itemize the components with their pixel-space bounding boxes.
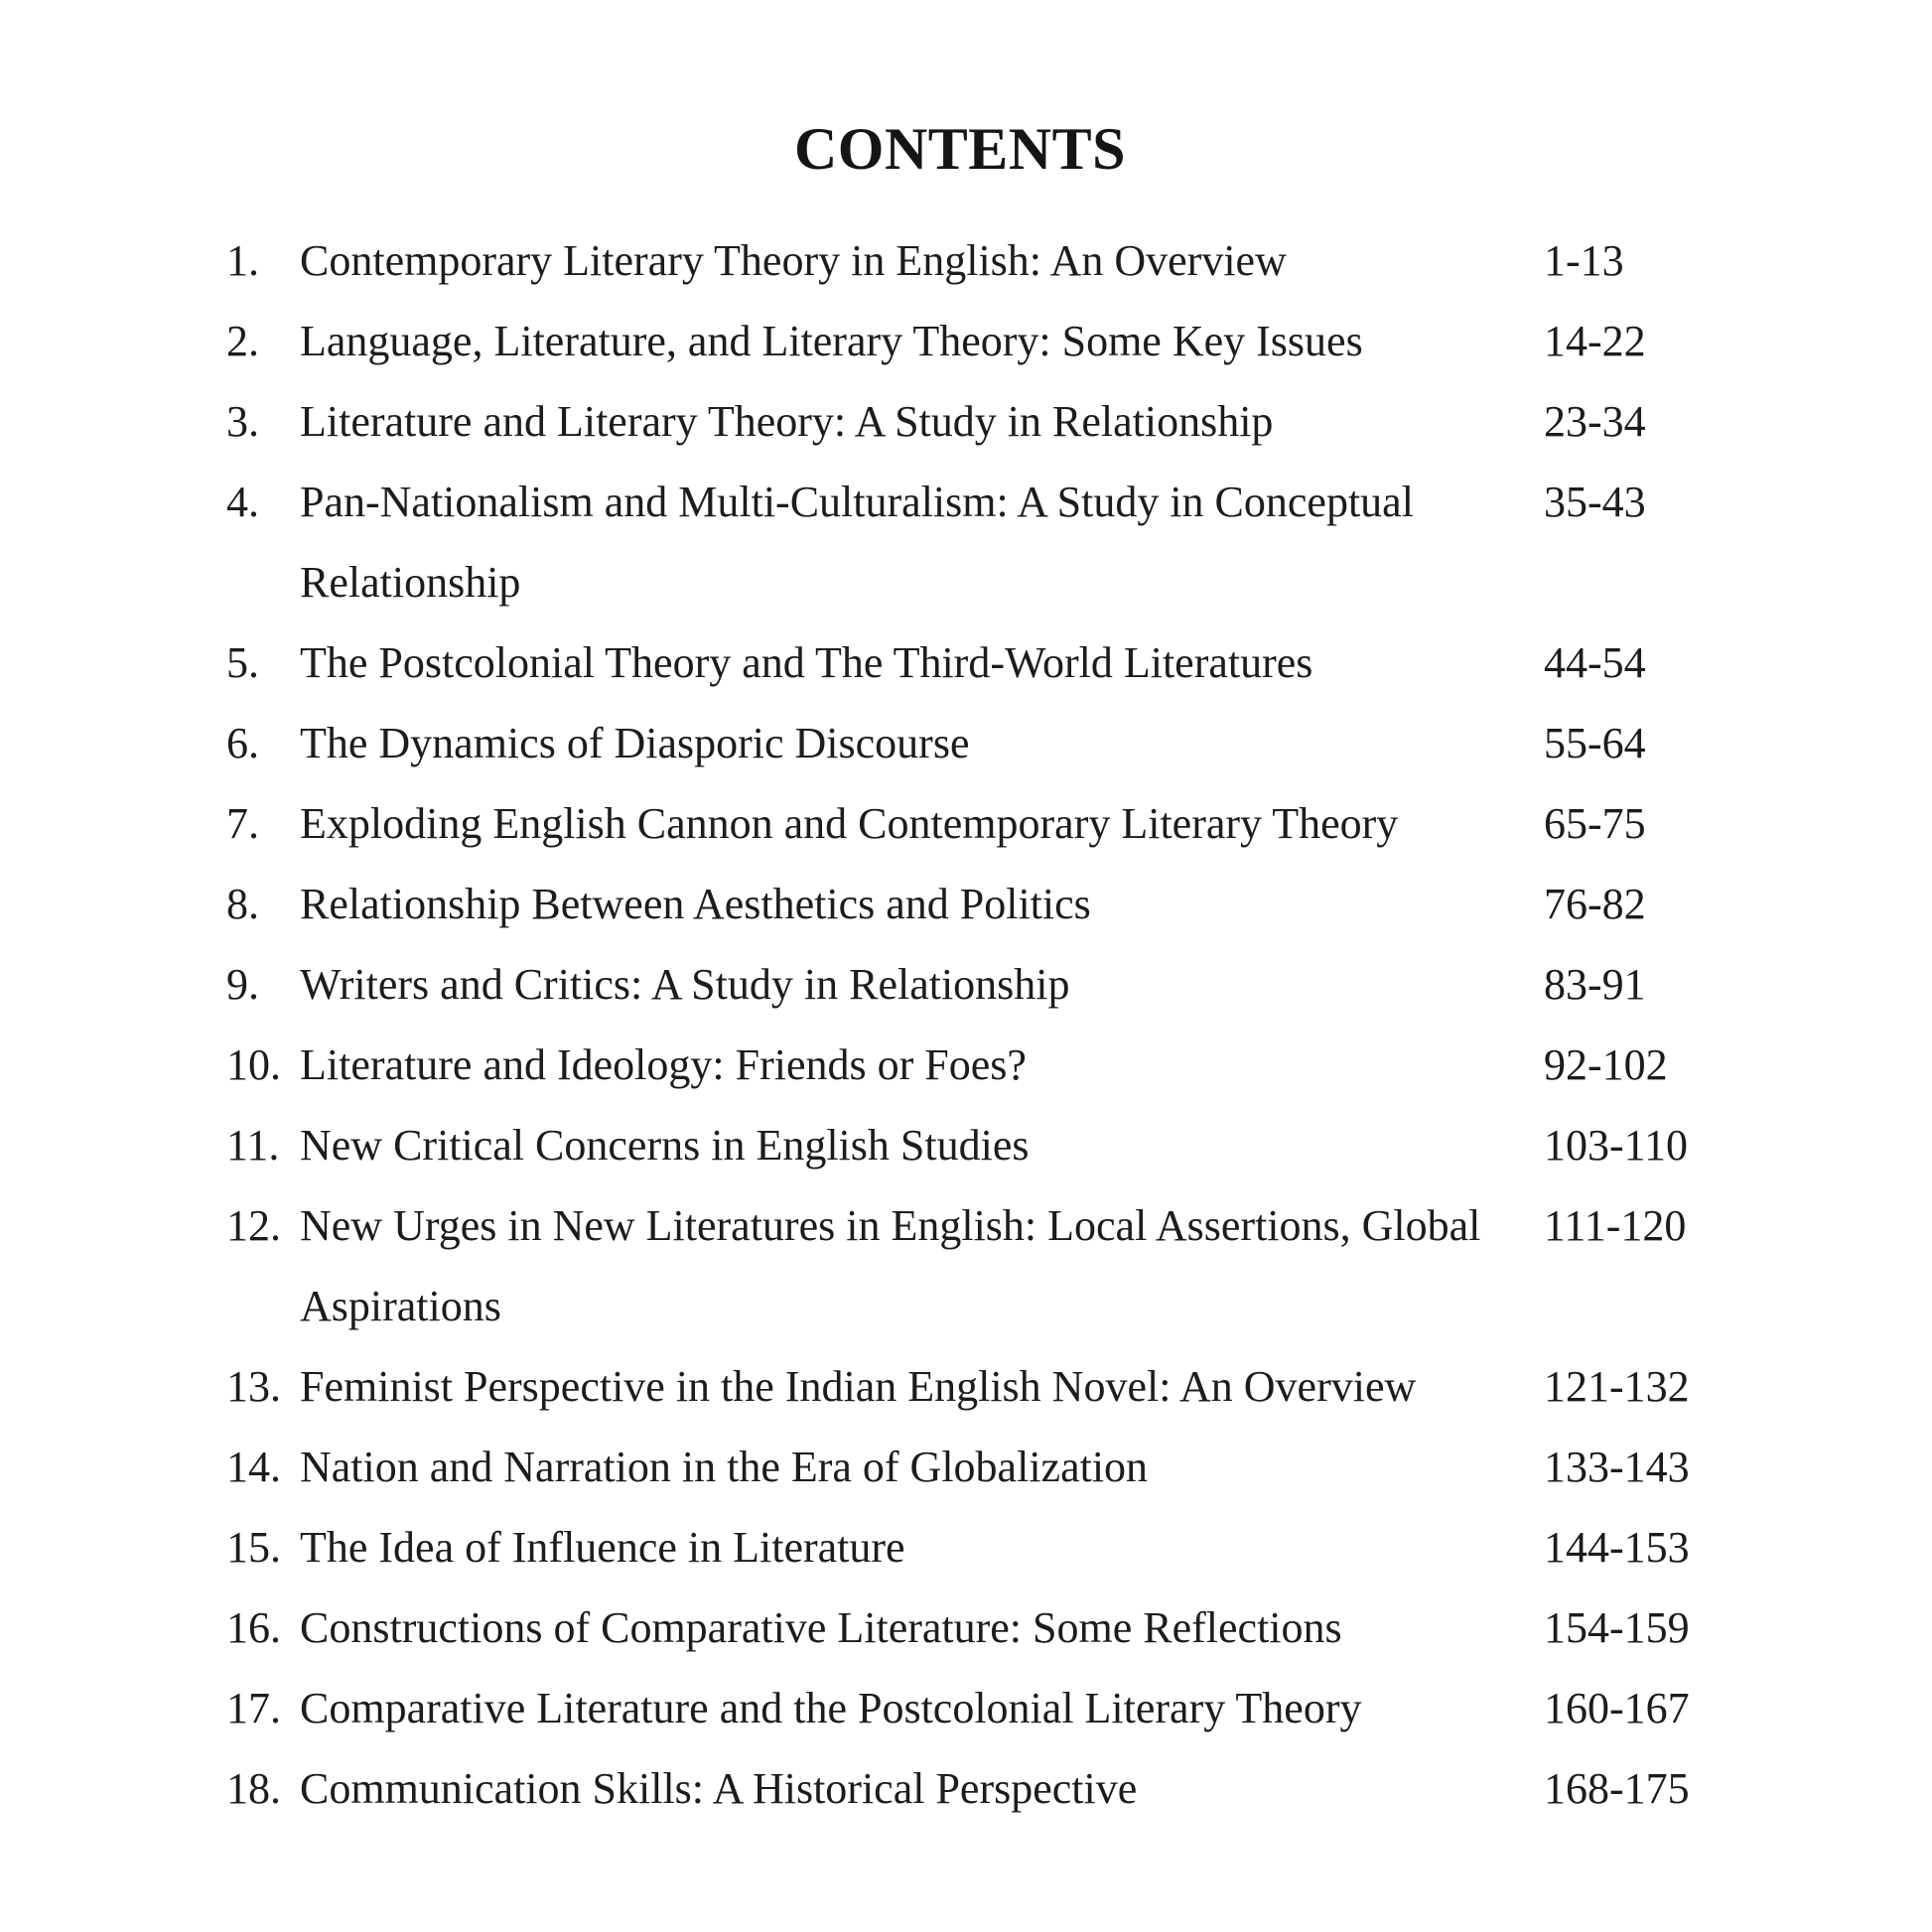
toc-entry-line: [0, 1105, 1932, 1185]
page-range: 44-54: [1544, 638, 1646, 687]
toc-entry-line: [0, 1346, 1932, 1427]
page-range: 55-64: [1544, 719, 1646, 767]
toc-entry-line: [0, 944, 1932, 1025]
toc-entry-line: [0, 1185, 1932, 1266]
toc-entry-line: [0, 864, 1932, 944]
toc-entry-line: [0, 1668, 1932, 1748]
toc-entry-line: [0, 1507, 1932, 1587]
chapter-title[interactable]: Nation and Narration in the Era of Globalization: [300, 1443, 1149, 1491]
page-range: 1-13: [1544, 236, 1624, 285]
toc-entry-continuation-line: [0, 542, 1932, 622]
page-range: 83-91: [1544, 960, 1646, 1009]
toc-entry-line: [0, 1587, 1932, 1668]
toc-entry-line: [0, 1025, 1932, 1105]
chapter-title[interactable]: Pan-Nationalism and Multi-Culturalism: A Study in Conceptual: [300, 478, 1414, 526]
chapter-number: 7.: [226, 799, 259, 848]
chapter-number: 17.: [226, 1684, 281, 1732]
toc-entry[interactable]: [0, 944, 1932, 1025]
chapter-number: 12.: [226, 1201, 281, 1250]
chapter-number: 15.: [226, 1523, 281, 1572]
toc-entry-line: [0, 301, 1932, 381]
toc-entry[interactable]: [0, 1507, 1932, 1587]
toc-entry[interactable]: [0, 1025, 1932, 1105]
toc-entry[interactable]: [0, 1668, 1932, 1748]
toc-entry[interactable]: [0, 381, 1932, 462]
chapter-title[interactable]: Language, Literature, and Literary Theory: Some Key Issues: [300, 317, 1363, 365]
page-range: 144-153: [1544, 1523, 1690, 1572]
page-range: 168-175: [1544, 1764, 1690, 1813]
chapter-title[interactable]: Comparative Literature and the Postcolonial Literary Theory: [300, 1684, 1362, 1732]
chapter-title[interactable]: The Idea of Influence in Literature: [300, 1523, 905, 1572]
toc-entry[interactable]: [0, 301, 1932, 381]
page-range: 92-102: [1544, 1040, 1668, 1089]
chapter-title[interactable]: The Dynamics of Diasporic Discourse: [300, 719, 970, 767]
page-range: 133-143: [1544, 1443, 1690, 1491]
toc-entry-line: [0, 1427, 1932, 1507]
chapter-title[interactable]: Aspirations: [300, 1282, 501, 1330]
chapter-number: 3.: [226, 397, 259, 446]
chapter-number: 13.: [226, 1362, 281, 1411]
toc-entry[interactable]: [0, 220, 1932, 301]
chapter-number: 4.: [226, 478, 259, 526]
chapter-number: 14.: [226, 1443, 281, 1491]
chapter-title[interactable]: Communication Skills: A Historical Perspective: [300, 1764, 1138, 1813]
toc-entry[interactable]: [0, 1346, 1932, 1427]
page-range: 23-34: [1544, 397, 1646, 446]
toc-entry-line: [0, 703, 1932, 783]
chapter-title[interactable]: The Postcolonial Theory and The Third-World Literatures: [300, 638, 1313, 687]
page-range: 14-22: [1544, 317, 1646, 365]
toc-entry[interactable]: [0, 1587, 1932, 1668]
chapter-number: 5.: [226, 638, 259, 687]
toc-entry-continuation-line: [0, 1266, 1932, 1346]
toc-entry[interactable]: [0, 462, 1932, 622]
chapter-title[interactable]: Contemporary Literary Theory in English: An Overview: [300, 236, 1287, 285]
toc-entry[interactable]: [0, 783, 1932, 864]
toc-entry-line: [0, 783, 1932, 864]
chapter-title[interactable]: Literature and Literary Theory: A Study in Relationship: [300, 397, 1274, 446]
toc-entry[interactable]: [0, 1427, 1932, 1507]
toc-entry-line: [0, 381, 1932, 462]
page-range: 121-132: [1544, 1362, 1690, 1411]
toc-entry[interactable]: [0, 1105, 1932, 1185]
page-range: 35-43: [1544, 478, 1646, 526]
chapter-number: 2.: [226, 317, 259, 365]
chapter-number: 1.: [226, 236, 259, 285]
toc-entry[interactable]: [0, 864, 1932, 944]
chapter-title[interactable]: Literature and Ideology: Friends or Foes?: [300, 1040, 1027, 1089]
page-range: 103-110: [1544, 1121, 1689, 1170]
table-of-contents: [0, 220, 1932, 1829]
chapter-number: 18.: [226, 1764, 281, 1813]
toc-entry-line: [0, 622, 1932, 703]
chapter-title[interactable]: Relationship: [300, 558, 521, 607]
chapter-title[interactable]: Exploding English Cannon and Contemporary Literary Theory: [300, 799, 1399, 848]
chapter-title[interactable]: Feminist Perspective in the Indian English Novel: An Overview: [300, 1362, 1417, 1411]
page-range: 160-167: [1544, 1684, 1690, 1732]
chapter-number: 11.: [226, 1121, 280, 1170]
page-range: 111-120: [1544, 1201, 1687, 1250]
toc-entry[interactable]: [0, 1748, 1932, 1829]
page-range: 65-75: [1544, 799, 1646, 848]
chapter-number: 9.: [226, 960, 259, 1009]
page-range: 76-82: [1544, 880, 1646, 928]
chapter-title[interactable]: Relationship Between Aesthetics and Politics: [300, 880, 1091, 928]
page-title: CONTENTS: [793, 116, 1127, 183]
chapter-title[interactable]: Constructions of Comparative Literature: Some Reflections: [300, 1603, 1342, 1652]
toc-entry-line: [0, 220, 1932, 301]
chapter-title[interactable]: New Urges in New Literatures in English: Local Assertions, Global: [300, 1201, 1481, 1250]
chapter-number: 6.: [226, 719, 259, 767]
toc-entry[interactable]: [0, 703, 1932, 783]
chapter-number: 8.: [226, 880, 259, 928]
chapter-number: 10.: [226, 1040, 281, 1089]
chapter-title[interactable]: New Critical Concerns in English Studies: [300, 1121, 1030, 1170]
toc-entry-line: [0, 1748, 1932, 1829]
chapter-number: 16.: [226, 1603, 281, 1652]
toc-entry[interactable]: [0, 1185, 1932, 1346]
chapter-title[interactable]: Writers and Critics: A Study in Relationship: [300, 960, 1070, 1009]
toc-entry[interactable]: [0, 622, 1932, 703]
toc-entry-line: [0, 462, 1932, 542]
page-range: 154-159: [1544, 1603, 1690, 1652]
